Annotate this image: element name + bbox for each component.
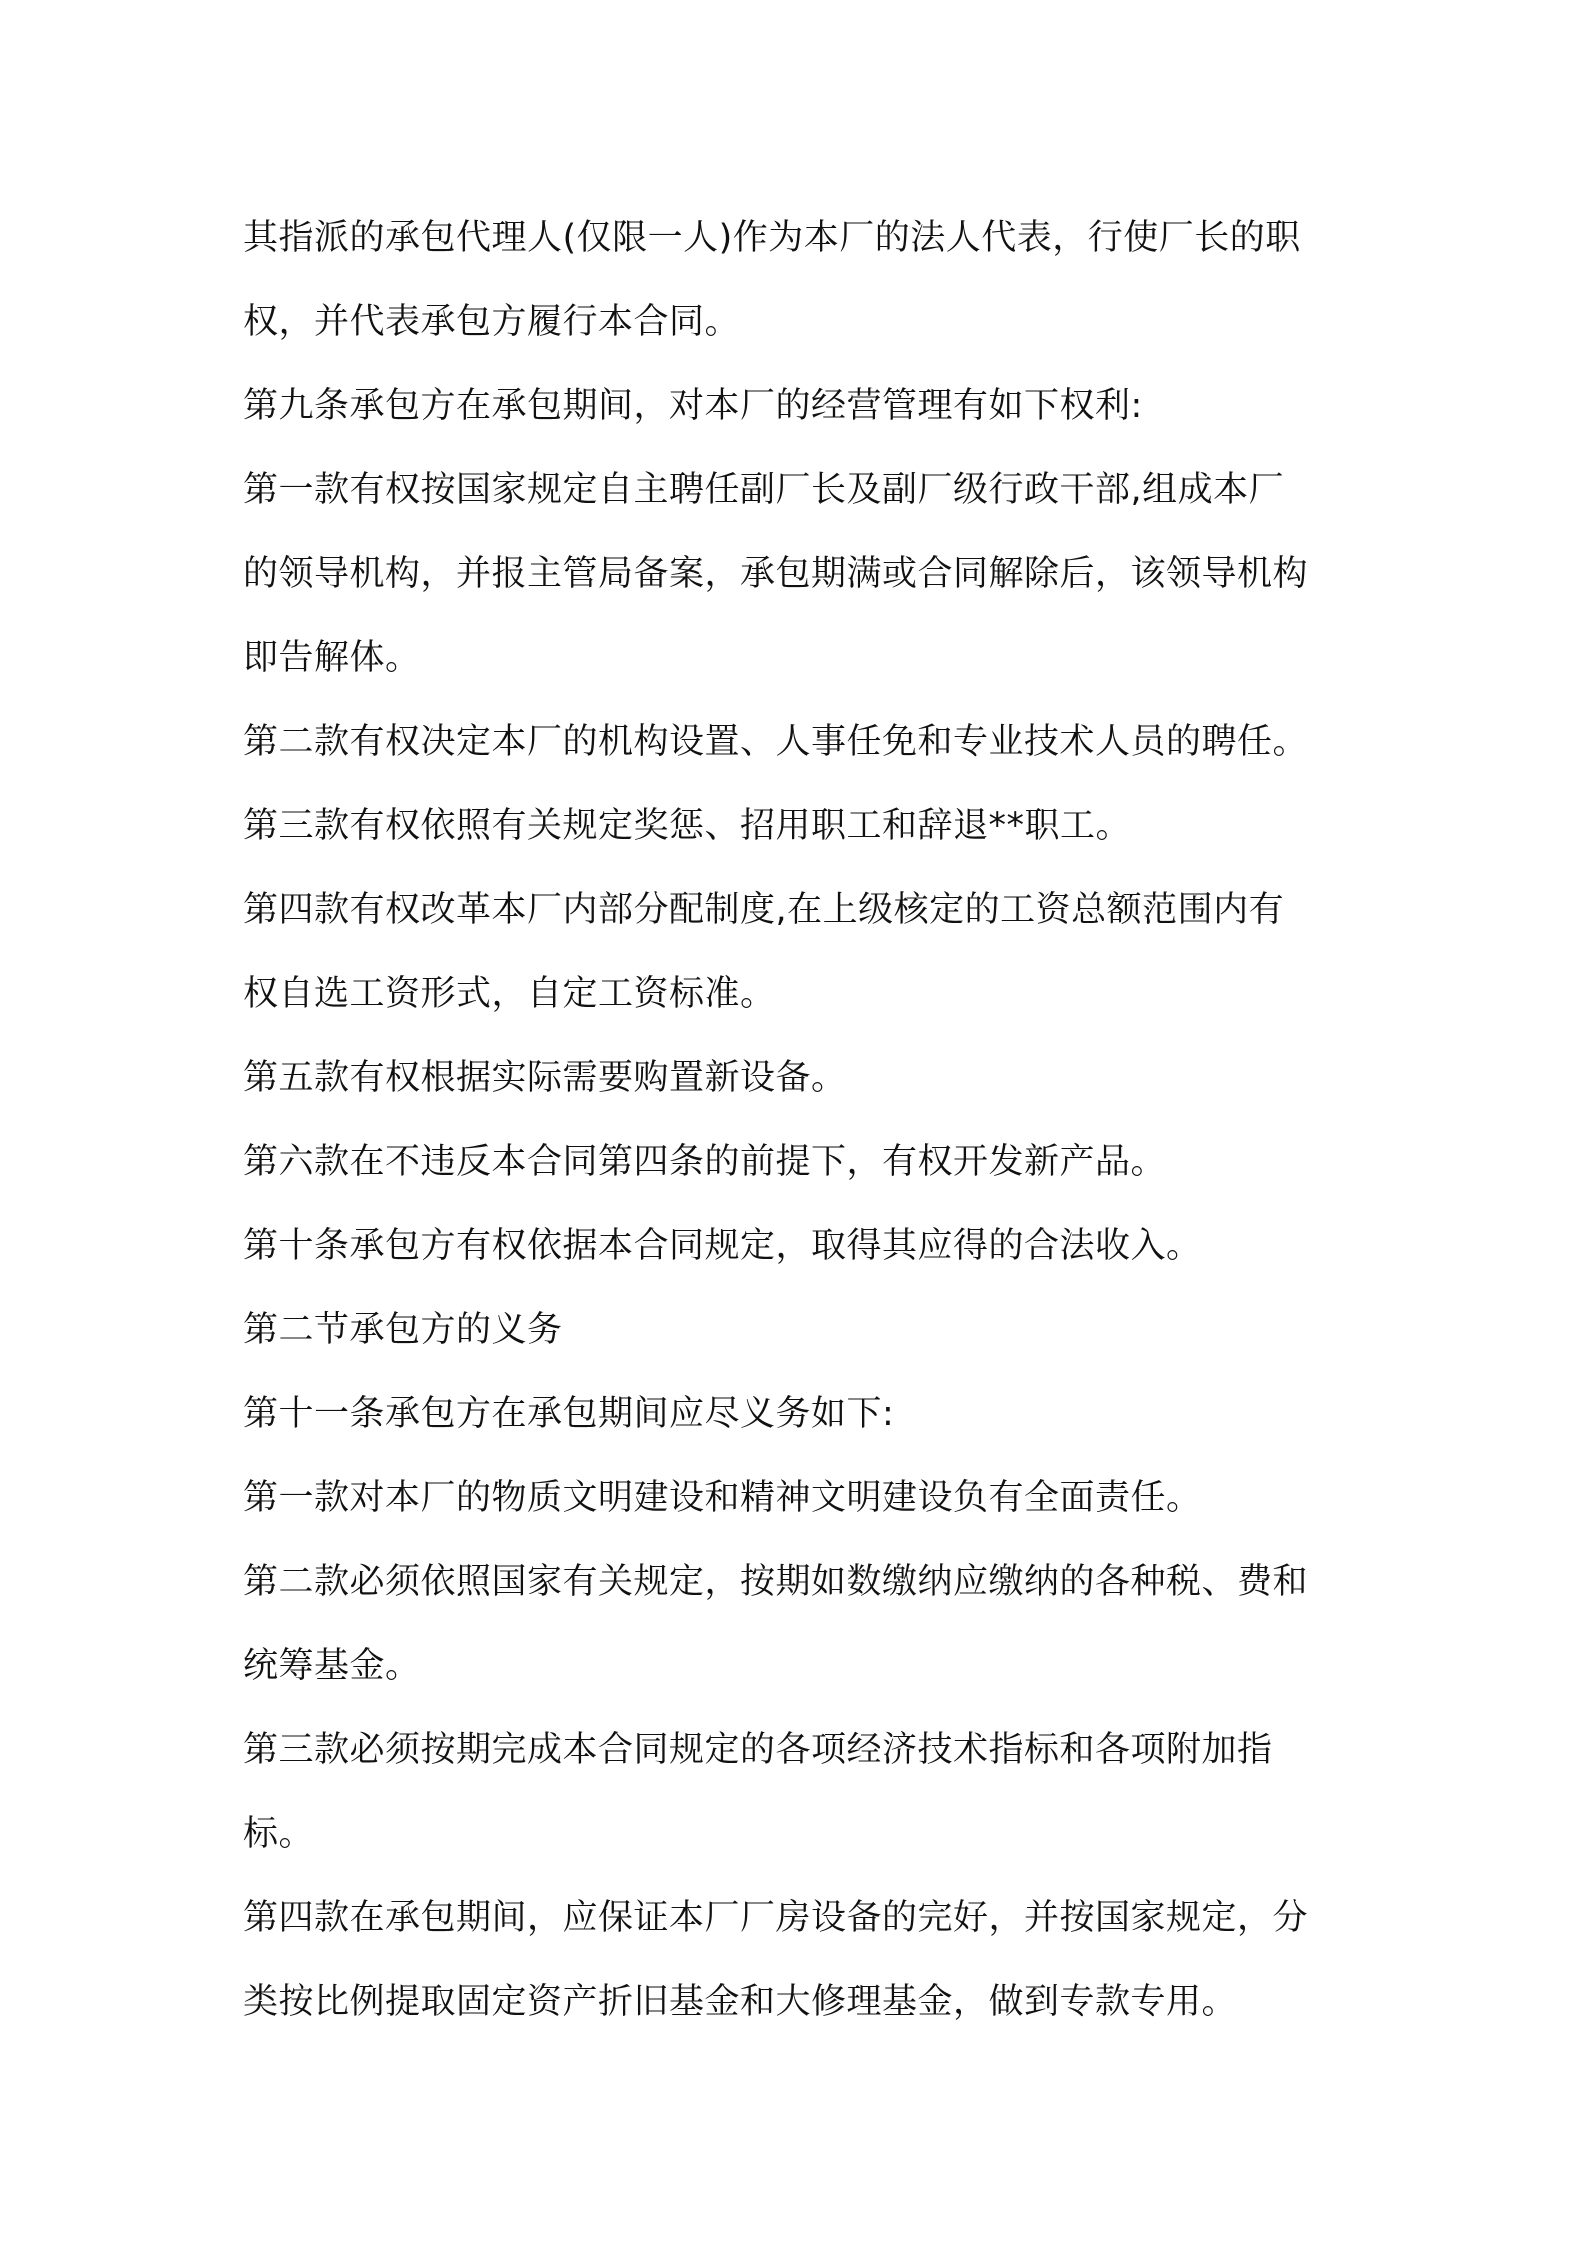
- text-line: 第十条承包方有权依据本合同规定，取得其应得的合法收入。: [243, 1226, 1202, 1266]
- text-line: 第五款有权根据实际需要购置新设备。: [243, 1058, 847, 1098]
- text-line: 统筹基金。: [243, 1646, 421, 1686]
- text-line: 第一款对本厂的物质文明建设和精神文明建设负有全面责任。: [243, 1478, 1202, 1518]
- text-line: 的领导机构，并报主管局备案，承包期满或合同解除后，该领导机构: [243, 554, 1309, 594]
- text-line: 第三款必须按期完成本合同规定的各项经济技术指标和各项附加指: [243, 1730, 1273, 1770]
- contract-text-body: [243, 196, 1353, 2044]
- text-line: 第九条承包方在承包期间，对本厂的经营管理有如下权利:: [243, 386, 1143, 426]
- text-line: 权，并代表承包方履行本合同。: [243, 302, 741, 342]
- text-line: 即告解体。: [243, 638, 421, 678]
- text-line: 第二款有权决定本厂的机构设置、人事任免和专业技术人员的聘任。: [243, 722, 1309, 762]
- text-line: 第四款有权改革本厂内部分配制度,在上级核定的工资总额范围内有: [243, 890, 1285, 930]
- section-heading: 第二节承包方的义务: [243, 1310, 563, 1350]
- text-line: 第三款有权依照有关规定奖惩、招用职工和辞退**职工。: [243, 806, 1132, 846]
- text-line: 其指派的承包代理人(仅限一人)作为本厂的法人代表，行使厂长的职: [243, 218, 1301, 258]
- text-line: 权自选工资形式，自定工资标准。: [243, 974, 776, 1014]
- text-line: 标。: [243, 1814, 315, 1854]
- text-line: 第四款在承包期间，应保证本厂厂房设备的完好，并按国家规定，分: [243, 1898, 1309, 1938]
- text-line: 类按比例提取固定资产折旧基金和大修理基金，做到专款专用。: [243, 1982, 1238, 2022]
- text-line: 第六款在不违反本合同第四条的前提下，有权开发新产品。: [243, 1142, 1167, 1182]
- text-line: 第一款有权按国家规定自主聘任副厂长及副厂级行政干部,组成本厂: [243, 470, 1285, 510]
- text-line: 第二款必须依照国家有关规定，按期如数缴纳应缴纳的各种税、费和: [243, 1562, 1309, 1602]
- text-line: 第十一条承包方在承包期间应尽义务如下:: [243, 1394, 895, 1434]
